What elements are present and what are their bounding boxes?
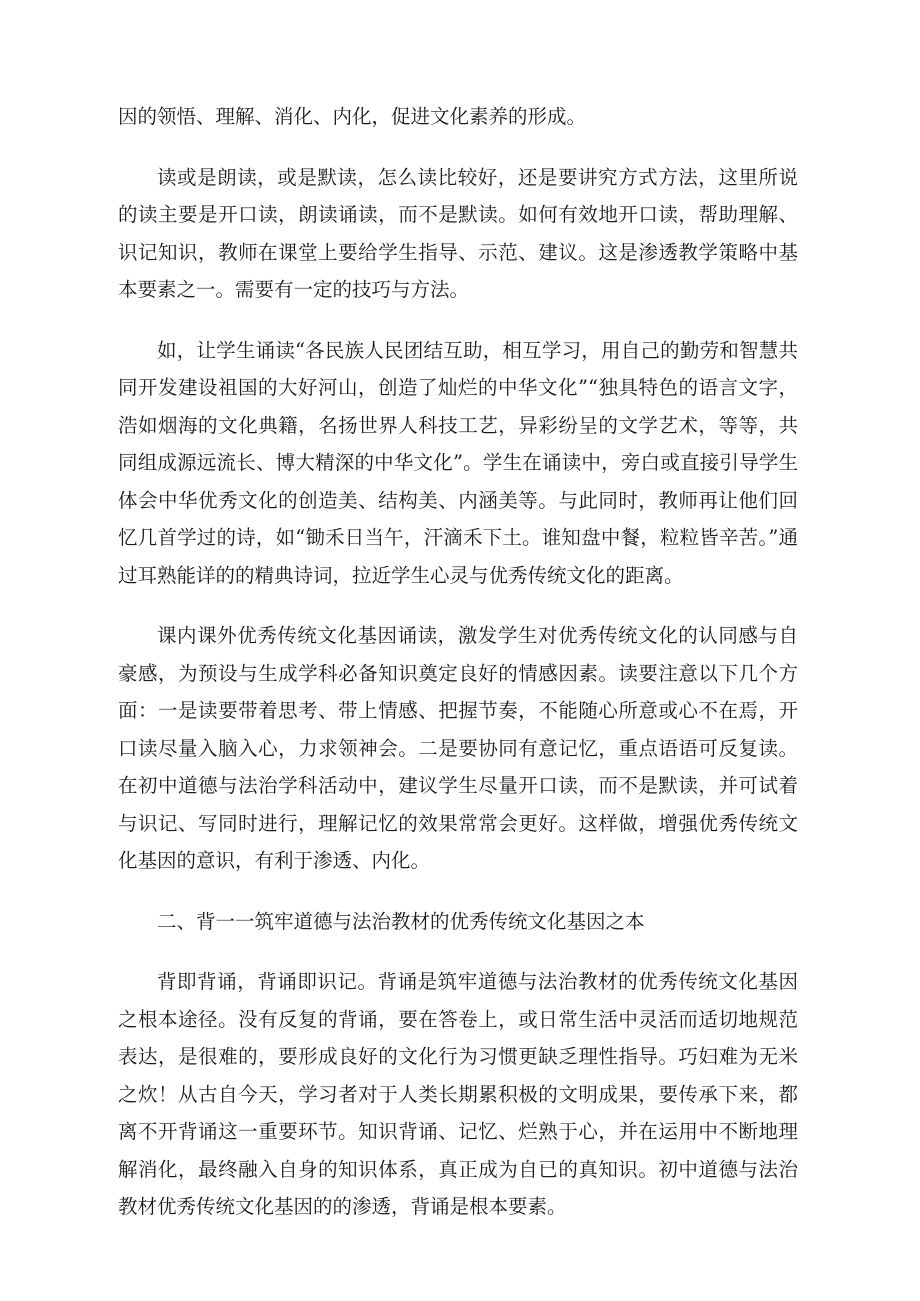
section-heading: 二、背一一筑牢道德与法治教材的优秀传统文化基因之本	[157, 909, 645, 933]
paragraph-5: 背即背诵，背诵即识记。背诵是筑牢道德与法治教材的优秀传统文化基因之根本途径。没有反复的背诵，要在答卷上，或日常生活中灵活而适切地规范表达，是很难的，要形成良好的文化行为习惯更缺乏理性指导。巧妇难为无米之炊！从古自今天，学习者对于人类长期累积极的文明成果，要传承下来，都离不开背诵这一重要环节。知识背诵、记忆、烂熟于心，并在运用中不断地理解消化，最终融入自身的知识体系，真正成为自已的真知识。初中道德与法治教材优秀传统文化基因的的渗透，背诵是根本要素。	[118, 970, 798, 1218]
paragraph-1: 因的领悟、理解、消化、内化，促进文化素养的形成。	[118, 105, 587, 128]
paragraph-3: 如，让学生诵读“各民族人民团结互助，相互学习，用自己的勤劳和智慧共同开发建设祖国的大好河山，创造了灿烂的中华文化”“独具特色的语言文字，浩如烟海的文化典籍，名扬世界人科技工艺，异彩纷呈的文学艺术，等等，共同组成源远流长、博大精深的中华文化”。学生在诵读中，旁白或直接引导学生体会中华优秀文化的创造美、结构美、内涵美等。与此同时，教师再让他们回忆几首学过的诗，如“锄禾日当午，汗滴禾下土。谁知盘中餐，粒粒皆辛苦。”通过耳熟能详的的精典诗词，拉近学生心灵与优秀传统文化的距离。	[118, 338, 798, 587]
document-body	[118, 98, 798, 1249]
paragraph-4: 课内课外优秀传统文化基因诵读，激发学生对优秀传统文化的认同感与自豪感，为预设与生成学科必备知识奠定良好的情感因素。读要注意以下几个方面：一是读要带着思考、带上情感、把握节奏，不能随心所意或心不在焉，开口读尽量入脑入心，力求领神会。二是要协同有意记忆，重点语语可反复读。在初中道德与法治学科活动中，建议学生尽量开口读，而不是默读，并可试着与识记、写同时进行，理解记忆的效果常常会更好。这样做，增强优秀传统文化基因的意识，有利于渗透、内化。	[118, 624, 798, 872]
paragraph-2: 读或是朗读，或是默读，怎么读比较好，还是要讲究方式方法，这里所说的读主要是开口读，朗读诵读，而不是默读。如何有效地开口读，帮助理解、识记知识，教师在课堂上要给学生指导、示范、建议。这是渗透教学策略中基本要素之一。需要有一定的技巧与方法。	[118, 165, 798, 301]
